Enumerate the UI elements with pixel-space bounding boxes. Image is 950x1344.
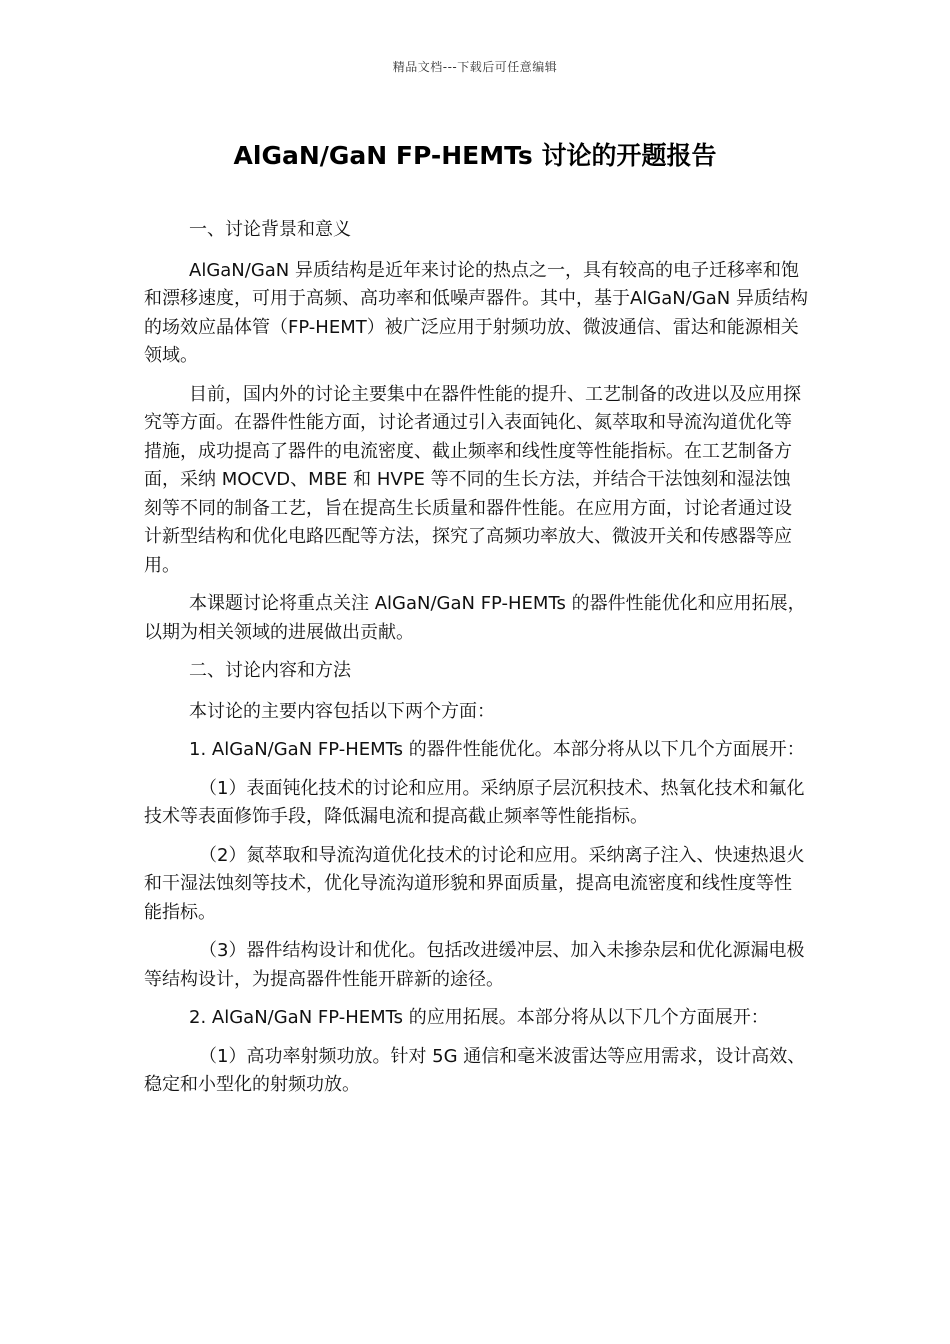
header-note: 精品文档---下载后可任意编辑 [392,60,558,74]
section-1-heading: 一、讨论背景和意义 [189,219,351,240]
list-item-1: 1. AlGaN/GaN FP-HEMTs 的器件性能优化。本部分将从以下几个方面展开： [189,739,805,760]
document-body [144,216,808,1110]
list-item-2: 2. AlGaN/GaN FP-HEMTs 的应用拓展。本部分将从以下几个方面展开： [189,1007,769,1028]
list-item-2-sub-1: （1）高功率射频功放。针对 5G 通信和毫米波雷达等应用需求，设计高效、稳定和小型化的射频功放。 [144,1045,806,1095]
list-item-1-sub-2: （2）氮萃取和导流沟道优化技术的讨论和应用。采纳离子注入、快速热退火和干湿法蚀刻等技术，优化导流沟道形貌和界面质量，提高电流密度和线性度等性能指标。 [144,844,805,923]
section-1-paragraph-2: 目前，国内外的讨论主要集中在器件性能的提升、工艺制备的改进以及应用探究等方面。在器件性能方面，讨论者通过引入表面钝化、氮萃取和导流沟道优化等措施，成功提高了器件的电流密度、截止频率和线性度等性能指标。在工艺制备方面，采纳 MOCVD、MBE 和 HVPE 等不同的生长方法，并结合干法蚀刻和湿法蚀刻等不同的制备工艺，旨在提高生长质量和器件性能。在应用方面，讨论者通过设计新型结构和优化电路匹配等方法，探究了高频功率放大、微波开关和传感器等应用。 [144,383,801,576]
list-item-1-sub-1: （1）表面钝化技术的讨论和应用。采纳原子层沉积技术、热氧化技术和氟化技术等表面修饰手段，降低漏电流和提高截止频率等性能指标。 [144,777,805,827]
section-2-heading: 二、讨论内容和方法 [189,660,351,681]
section-2-intro: 本讨论的主要内容包括以下两个方面： [189,700,495,722]
section-1-paragraph-1: AlGaN/GaN 异质结构是近年来讨论的热点之一，具有较高的电子迁移率和饱和漂移速度，可用于高频、高功率和低噪声器件。其中，基于AlGaN/GaN 异质结构的场效应晶体管（FP-HEMT）被广泛应用于射频功放、微波通信、雷达和能源相关领域。 [144,259,808,366]
list-item-1-sub-3: （3）器件结构设计和优化。包括改进缓冲层、加入未掺杂层和优化源漏电极等结构设计，为提高器件性能开辟新的途径。 [144,940,805,990]
section-1-paragraph-3: 本课题讨论将重点关注 AlGaN/GaN FP-HEMTs 的器件性能优化和应用拓展，以期为相关领域的进展做出贡献。 [144,593,806,643]
document-title: AlGaN/GaN FP-HEMTs 讨论的开题报告 [233,141,717,170]
